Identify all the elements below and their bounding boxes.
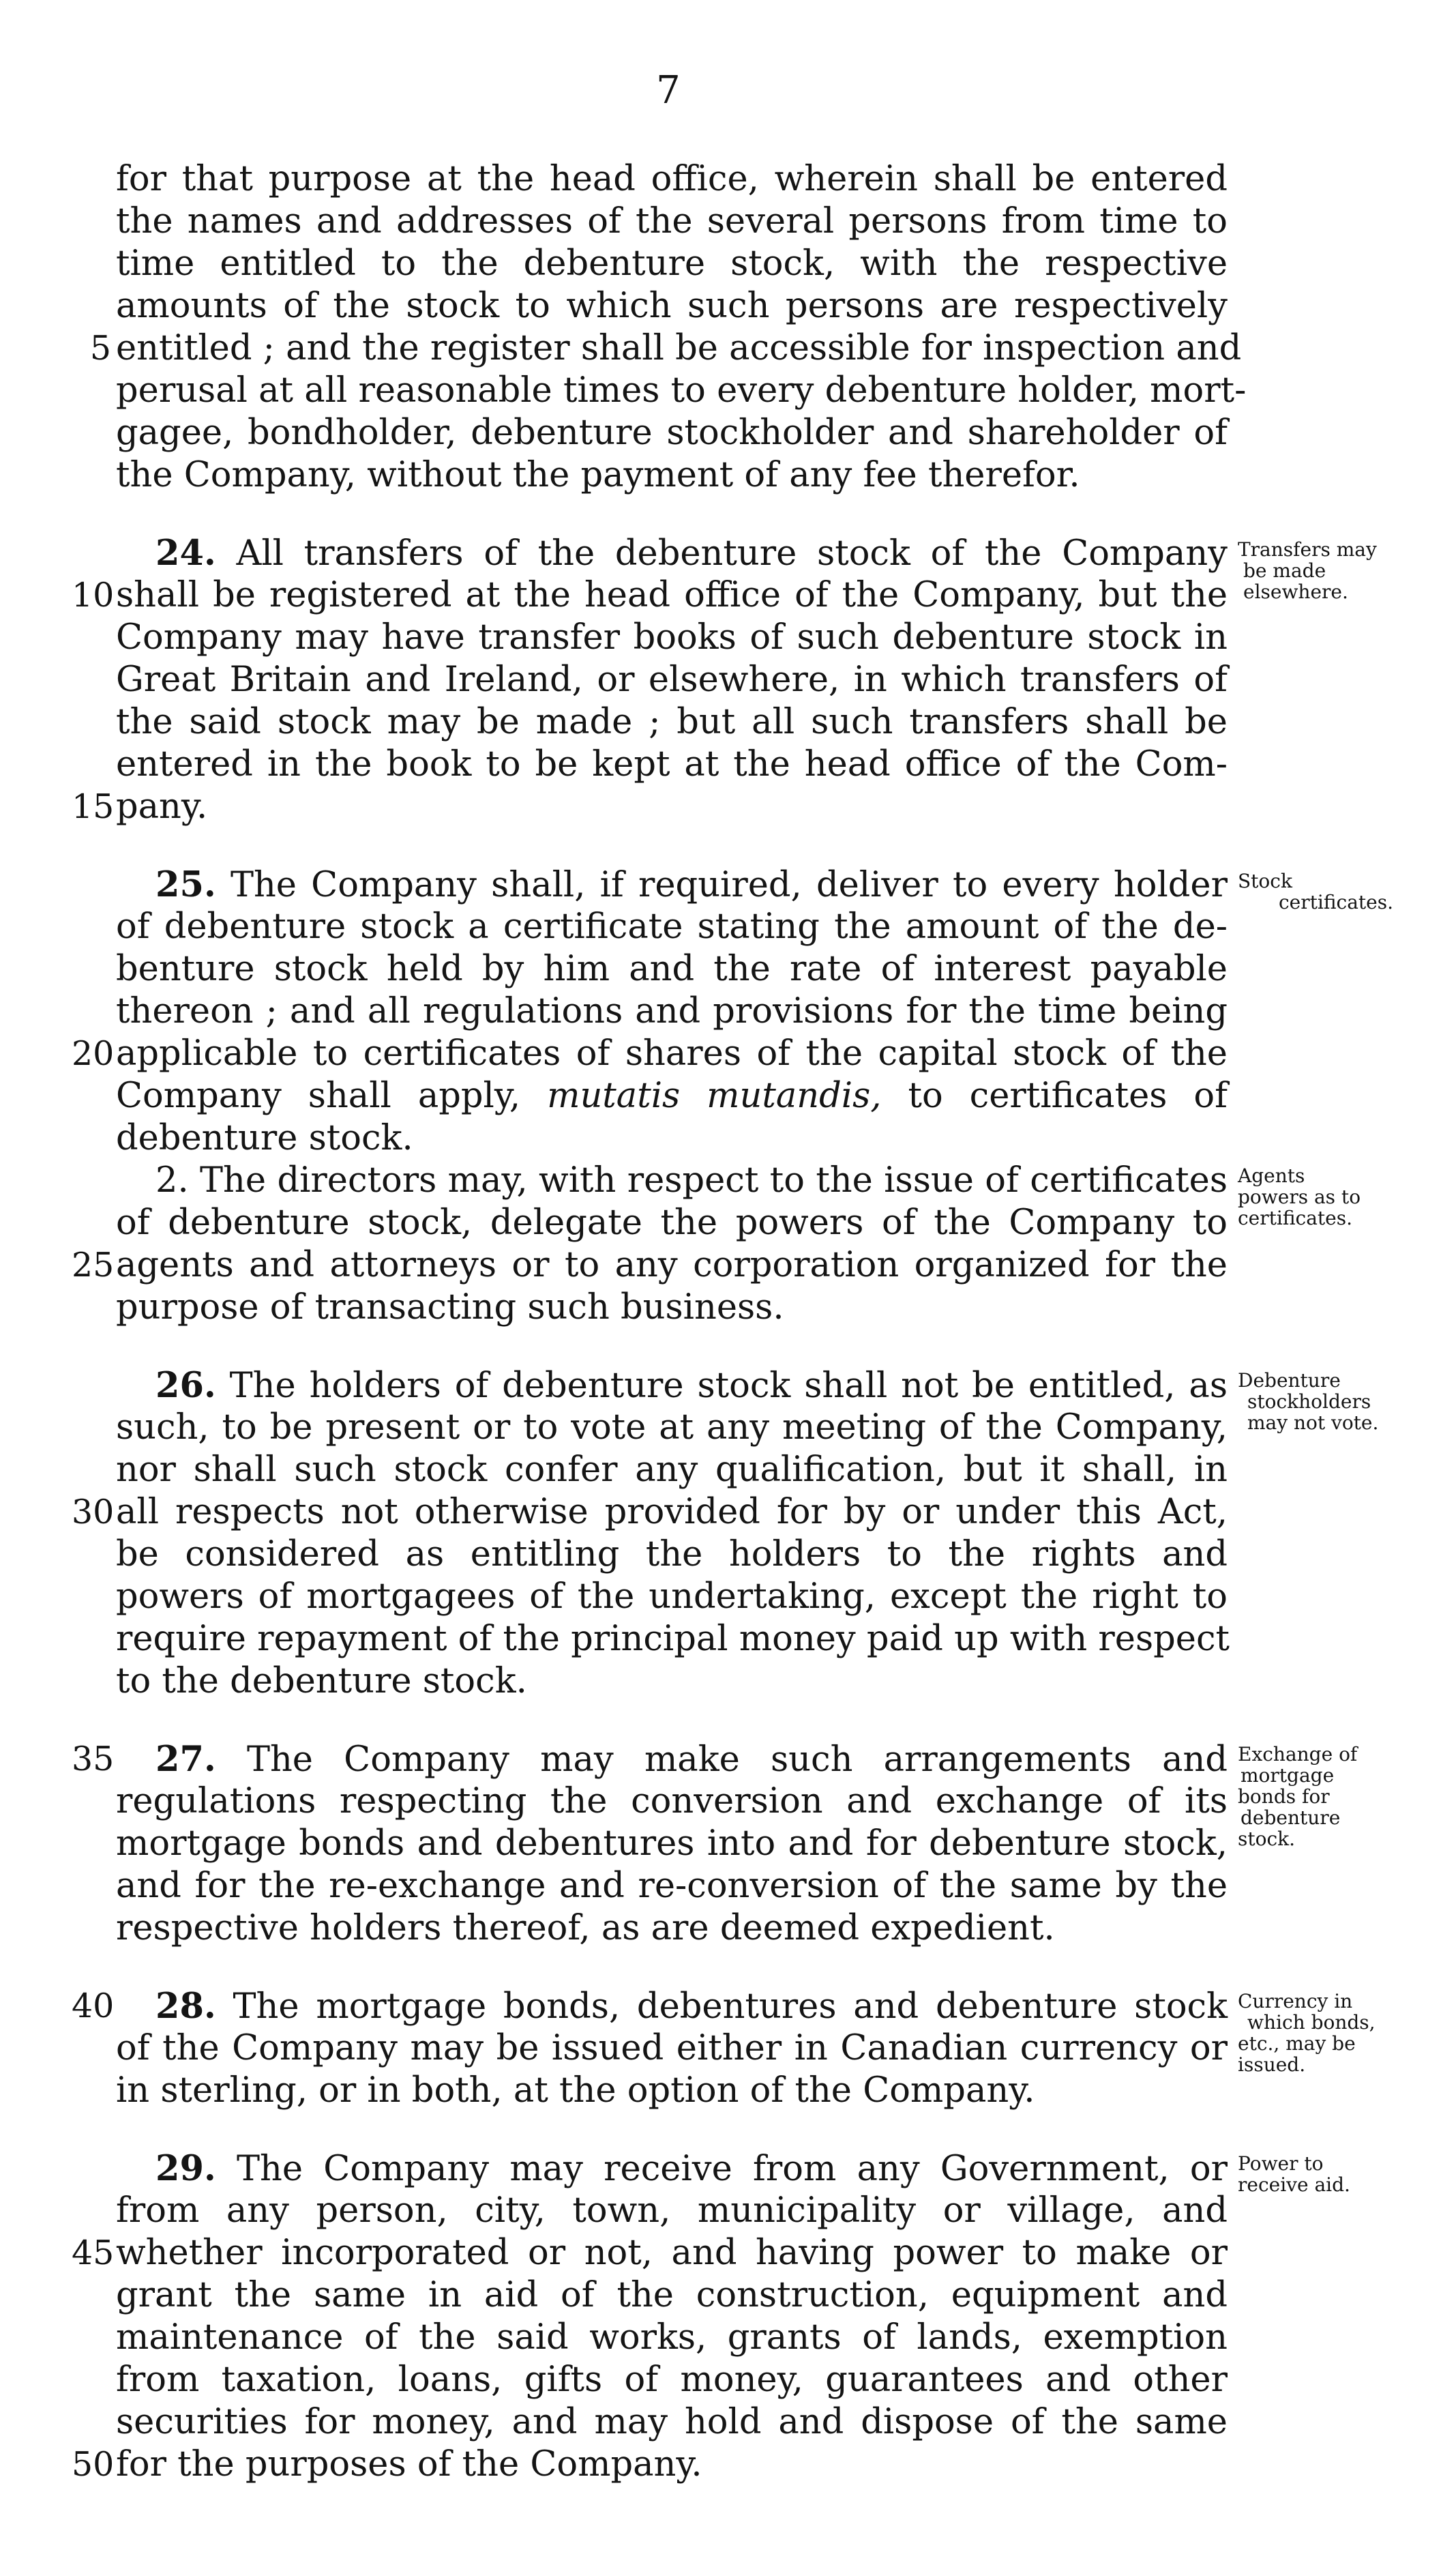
section-number: 24. — [155, 533, 216, 574]
section-text: to certificates of — [881, 1076, 1228, 1116]
latin-phrase: mutatis mutandis, — [547, 1076, 882, 1116]
text-line: require repayment of the principal money paid up with respect — [116, 1619, 1230, 1659]
margin-note-line: receive aid. — [1238, 2173, 1350, 2196]
section-text: The Company may make such arrangements and — [246, 1740, 1228, 1780]
margin-note-stock-certificates — [1238, 870, 1442, 913]
text-line: and for the re-exchange and re-conversion of the same by the — [116, 1866, 1228, 1906]
section-text: Company shall apply, — [116, 1076, 548, 1116]
text-line — [155, 1738, 1228, 1780]
margin-note-line: etc., may be — [1238, 2032, 1356, 2055]
section-text: All transfers of the debenture stock of the Company — [236, 533, 1228, 574]
text-line: 2. The directors may, with respect to the issue of certificates — [155, 1160, 1228, 1201]
margin-note-line: bonds for — [1238, 1785, 1330, 1808]
text-line: gagee, bondholder, debenture stockholder and shareholder of — [116, 413, 1228, 453]
text-line: grant the same in aid of the construction, equipment and — [116, 2275, 1228, 2315]
margin-note-line: issued. — [1238, 2053, 1306, 2076]
text-line: shall be registered at the head office of the Company, but the — [116, 575, 1228, 615]
text-line: pany. — [116, 787, 208, 827]
text-line: purpose of transacting such business. — [116, 1287, 784, 1328]
text-line: Company may have transfer books of such debenture stock in — [116, 617, 1228, 658]
margin-note-line: Debenture — [1238, 1369, 1341, 1392]
margin-note-exchange — [1238, 1744, 1442, 1849]
line-number: 20 — [72, 1034, 115, 1073]
margin-note-line: certificates. — [1238, 1207, 1352, 1229]
section-text: The Company shall, if required, deliver to every holder — [230, 865, 1228, 905]
margin-note-agents — [1238, 1165, 1442, 1229]
margin-note-power-to-receive-aid — [1238, 2153, 1442, 2195]
margin-note-line: Transfers may — [1238, 538, 1377, 561]
text-line: whether incorporated or not, and having power to make or — [116, 2233, 1228, 2273]
text-line: of the Company may be issued either in Canadian currency or — [116, 2028, 1228, 2068]
text-line: benture stock held by him and the rate of interest payable — [116, 949, 1228, 989]
text-line: Great Britain and Ireland, or elsewhere, in which transfers of — [116, 660, 1228, 700]
text-line: nor shall such stock confer any qualification, but it shall, in — [116, 1450, 1228, 1490]
margin-note-line: Currency in — [1238, 1990, 1353, 2012]
text-line: amounts of the stock to which such persons are respectively — [116, 286, 1228, 326]
line-number: 40 — [72, 1987, 115, 2025]
text-line: for the purposes of the Company. — [116, 2444, 702, 2485]
text-line: in sterling, or in both, at the option of the Company. — [116, 2070, 1035, 2111]
margin-note-line: powers as to — [1238, 1186, 1361, 1208]
margin-note-line: stockholders — [1247, 1390, 1371, 1413]
section-number: 27. — [155, 1739, 216, 1780]
text-line: securities for money, and may hold and dispose of the same — [116, 2402, 1228, 2442]
text-line: powers of mortgagees of the undertaking, except the right to — [116, 1577, 1228, 1617]
margin-note-line: Stock — [1238, 870, 1292, 892]
text-line: all respects not otherwise provided for by or under this Act, — [116, 1492, 1228, 1532]
text-line: be considered as entitling the holders to the rights and — [116, 1534, 1228, 1574]
text-line — [155, 1364, 1228, 1407]
text-line: of debenture stock, delegate the powers of the Company to — [116, 1203, 1228, 1243]
line-number: 30 — [72, 1493, 115, 1532]
section-number: 26. — [155, 1365, 216, 1406]
margin-note-line: Agents — [1238, 1164, 1305, 1187]
margin-note-debenture-stockholders — [1238, 1370, 1442, 1433]
margin-note-currency — [1238, 1991, 1442, 2075]
text-line: from taxation, loans, gifts of money, guarantees and other — [116, 2360, 1228, 2400]
section-number: 25. — [155, 864, 216, 905]
text-line — [155, 532, 1228, 574]
text-line — [155, 864, 1228, 906]
margin-note-line: which bonds, — [1247, 2011, 1376, 2034]
text-line — [155, 2148, 1228, 2190]
line-number: 10 — [72, 576, 115, 615]
text-line: regulations respecting the conversion and exchange of its — [116, 1781, 1228, 1821]
text-line: for that purpose at the head office, wherein shall be entered — [116, 159, 1228, 199]
text-line: debenture stock. — [116, 1118, 413, 1158]
line-number: 45 — [72, 2233, 115, 2272]
section-text: The Company may receive from any Government, or — [236, 2149, 1228, 2189]
section-text: The holders of debenture stock shall not be entitled, as — [229, 1366, 1228, 1406]
margin-note-transfers — [1238, 539, 1442, 602]
page-number: 7 — [656, 68, 681, 113]
text-line — [155, 1985, 1228, 2027]
text-line: such, to be present or to vote at any meeting of the Company, — [116, 1407, 1228, 1448]
text-line: the said stock may be made ; but all such transfers shall be — [116, 702, 1228, 742]
text-line: from any person, city, town, municipality or village, and — [116, 2190, 1228, 2231]
margin-note-line: be made — [1243, 559, 1326, 582]
margin-note-line: debenture — [1240, 1806, 1341, 1829]
text-line: maintenance of the said works, grants of lands, exemption — [116, 2317, 1228, 2358]
margin-note-line: certificates. — [1279, 891, 1393, 913]
text-line: mortgage bonds and debentures into and for debenture stock, — [116, 1823, 1228, 1864]
text-line: thereon ; and all regulations and provisions for the time being — [116, 991, 1228, 1031]
section-number: 29. — [155, 2148, 216, 2189]
text-line: of debenture stock a certificate stating the amount of the de- — [116, 907, 1228, 947]
line-number: 25 — [72, 1246, 115, 1285]
margin-note-line: Exchange of — [1238, 1743, 1358, 1765]
margin-note-line: Power to — [1238, 2152, 1324, 2175]
line-number: 15 — [72, 787, 115, 826]
text-line: applicable to certificates of shares of the capital stock of the — [116, 1034, 1228, 1074]
text-line: to the debenture stock. — [116, 1661, 527, 1701]
text-line: agents and attorneys or to any corporation organized for the — [116, 1245, 1228, 1285]
text-line — [116, 1075, 1228, 1117]
text-line: entitled ; and the register shall be accessible for inspection and — [116, 328, 1242, 368]
margin-note-line: mortgage — [1240, 1764, 1335, 1787]
line-number: 35 — [72, 1740, 115, 1778]
text-line: the Company, without the payment of any fee therefor. — [116, 455, 1080, 495]
section-number: 28. — [155, 1986, 216, 2027]
text-line: the names and addresses of the several persons from time to — [116, 201, 1228, 241]
line-number: 50 — [72, 2445, 115, 2484]
text-line: time entitled to the debenture stock, with the respective — [116, 244, 1228, 284]
margin-note-line: stock. — [1238, 1828, 1296, 1850]
section-text: The mortgage bonds, debentures and debenture stock — [233, 1987, 1228, 2027]
text-line: respective holders thereof, as are deemed expedient. — [116, 1908, 1055, 1948]
text-line: perusal at all reasonable times to every debenture holder, mort- — [116, 370, 1247, 411]
margin-note-line: may not vote. — [1247, 1411, 1379, 1434]
line-number: 5 — [89, 329, 111, 368]
text-line: entered in the book to be kept at the head office of the Com- — [116, 744, 1228, 785]
margin-note-line: elsewhere. — [1243, 581, 1348, 603]
